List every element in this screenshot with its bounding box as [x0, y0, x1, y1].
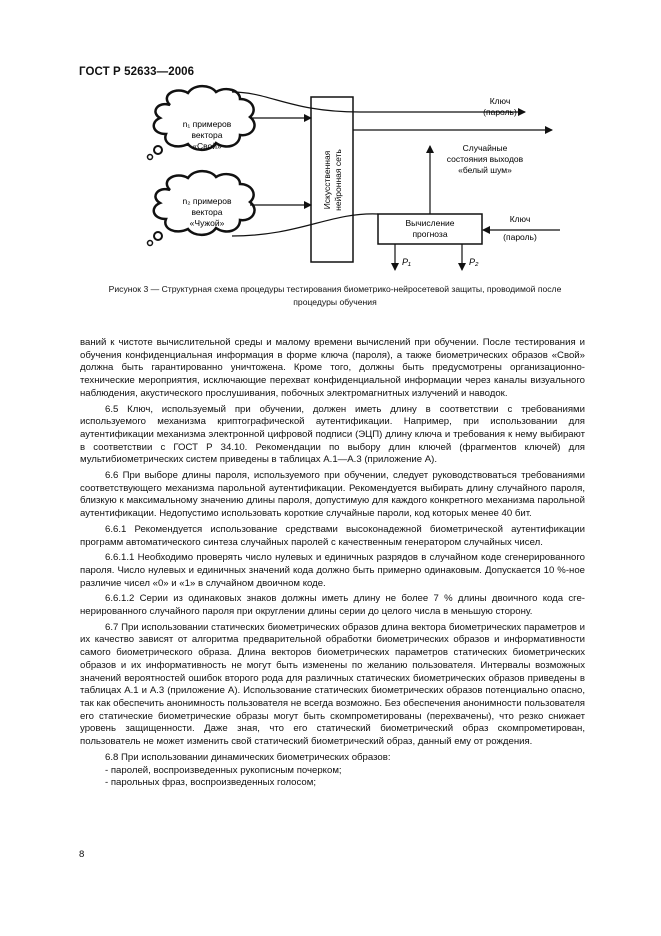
- key-in-line1: Ключ: [509, 214, 531, 224]
- network-line1: Искусственная: [322, 150, 332, 210]
- key-in-line2: (пароль): [503, 232, 537, 242]
- body-text: [80, 337, 585, 790]
- prob-line1: Вычисление: [405, 218, 455, 228]
- cloud-own-line1: n₁ примеров: [182, 119, 232, 129]
- cloud-alien-line3: «Чужой»: [189, 218, 225, 228]
- paragraph: 6.6.1.2 Серии из одинаковых знаков должны иметь длину не более 7 % длины двоичного кода сгенерированного случайного пароля при округлении длины серии до целого числа в меньшую сторону.: [80, 593, 585, 618]
- paragraph: 6.8 При использовании динамических биометрических образов:: [105, 751, 391, 763]
- random-line1: Случайные: [462, 143, 508, 153]
- prob-line2: прогноза: [412, 229, 448, 239]
- random-line3: «белый шум»: [458, 165, 512, 175]
- key-out-line2: (пароль): [483, 107, 517, 117]
- standard-header: ГОСТ Р 52633—2006: [79, 66, 195, 78]
- figure-caption: [80, 283, 590, 308]
- cloud-own-line2: вектора: [191, 130, 223, 140]
- arrow-key-out: [232, 92, 525, 112]
- page-number: 8: [79, 849, 85, 860]
- paragraph: 6.6.1 Рекомендуется использование средствами высоконадежной биометрической аутентификации программ автоматического синтеза случайных паролей с качественным генератором случайных чисел.: [80, 523, 585, 548]
- cloud-alien-line1: n₂ примеров: [182, 196, 232, 206]
- paragraph: 6.6.1.1 Необходимо проверять число нулевых и единичных разрядов в случайном коде сгенерированного пароля. Число нулевых и единичных значений кода должно быть примерно одинаковым. Допускается 10 %-ное различие чисел «0» и «1» в случайном двоичном коде.: [80, 552, 585, 589]
- paragraph: 6.7 При использовании статических биометрических образов длина вектора биометрических параметров и их качество зависят от алгоритма предварительной обработки биометрических образов и информативности самого биометрического образа. Длина векторов биометрических параметров статических биометрических образов и их информативность не могут быть изменены по желанию пользователя. Интервалы возможных значений вероятностей ошибок второго рода для различных статических биометрических образов приведены в таблицах А.1 и А.3 (приложение А). Использование статических биометрических образов потенциально опасно, так как обеспечить анонимность пользователя не всегда возможно. Без обеспечения анонимности пользователя его статические биометрические образы могут быть скомпрометированы (перехвачены), что резко снижает уровень защищенности. Даже зная, что его статический биометрический образ скомпрометирован, пользователь не может изменить свой статический биометрический образ, данный ему от рождения.: [80, 621, 585, 748]
- structure-diagram: [0, 0, 661, 280]
- label-p1: P₁: [402, 257, 411, 267]
- key-out-line1: Ключ: [489, 96, 511, 106]
- paragraph: 6.6 При выборе длины пароля, используемого при обучении, следует руководствоваться требованиями соответствующего механизма парольной аутентификации. Рекомендуется выбирать длину случайного пароля, близкую к максимальному значению длины пароля, допустимую для каждого конкретного механизма парольной аутентификации. Недопустимо использовать короткие случайные пароли, код которых менее 40 бит.: [80, 470, 585, 520]
- list-item: - паролей, воспроизведенных рукописным почерком;: [105, 764, 342, 776]
- list-item: - парольных фраз, воспроизведенных голосом;: [105, 777, 316, 789]
- caption-line1: Рисунок 3 — Структурная схема процедуры тестирования биометрико-нейросетевой защиты, проводимой после: [108, 284, 562, 294]
- paragraph: ваний к чистоте вычислительной среды и малому времени вычислений при обучении. После тестирования и обучения конфиденциальная информация в форме ключа (пароля), а также биометрических образов «Свой» должна быть гарантированно уничтожена. Кроме того, должны быть предусмотрены организационно-технические мероприятия, исключающие перехват конфиденциальной информации через каналы визуального наблюдения, акустического прослушивания, побочных электромагнитных излучений и наводок.: [80, 337, 585, 399]
- label-p2: P₂: [469, 257, 479, 267]
- cloud-alien-line2: вектора: [191, 207, 223, 217]
- cloud-own-line3: «Свой»: [192, 141, 222, 151]
- random-line2: состояния выходов: [446, 154, 524, 164]
- caption-line2: процедуры обучения: [293, 296, 377, 307]
- neural-network-box: [311, 97, 353, 262]
- paragraph: 6.5 Ключ, используемый при обучении, должен иметь длину в соответствии с требованиями используемого механизма криптографической аутентификации. Например, при использовании для аутентификации механизма электронной цифровой подписи (ЭЦП) длину ключа и требования к нему выбирают в соответствии с ГОСТ Р 34.10. Рекомендации по выбору длин ключей (фрагментов ключей) для мультибиометрических систем приведены в таблицах А.1—А.3 (приложение А).: [80, 403, 585, 466]
- network-line2: нейронная сеть: [333, 149, 343, 211]
- arrow-alien-curve: [232, 214, 378, 236]
